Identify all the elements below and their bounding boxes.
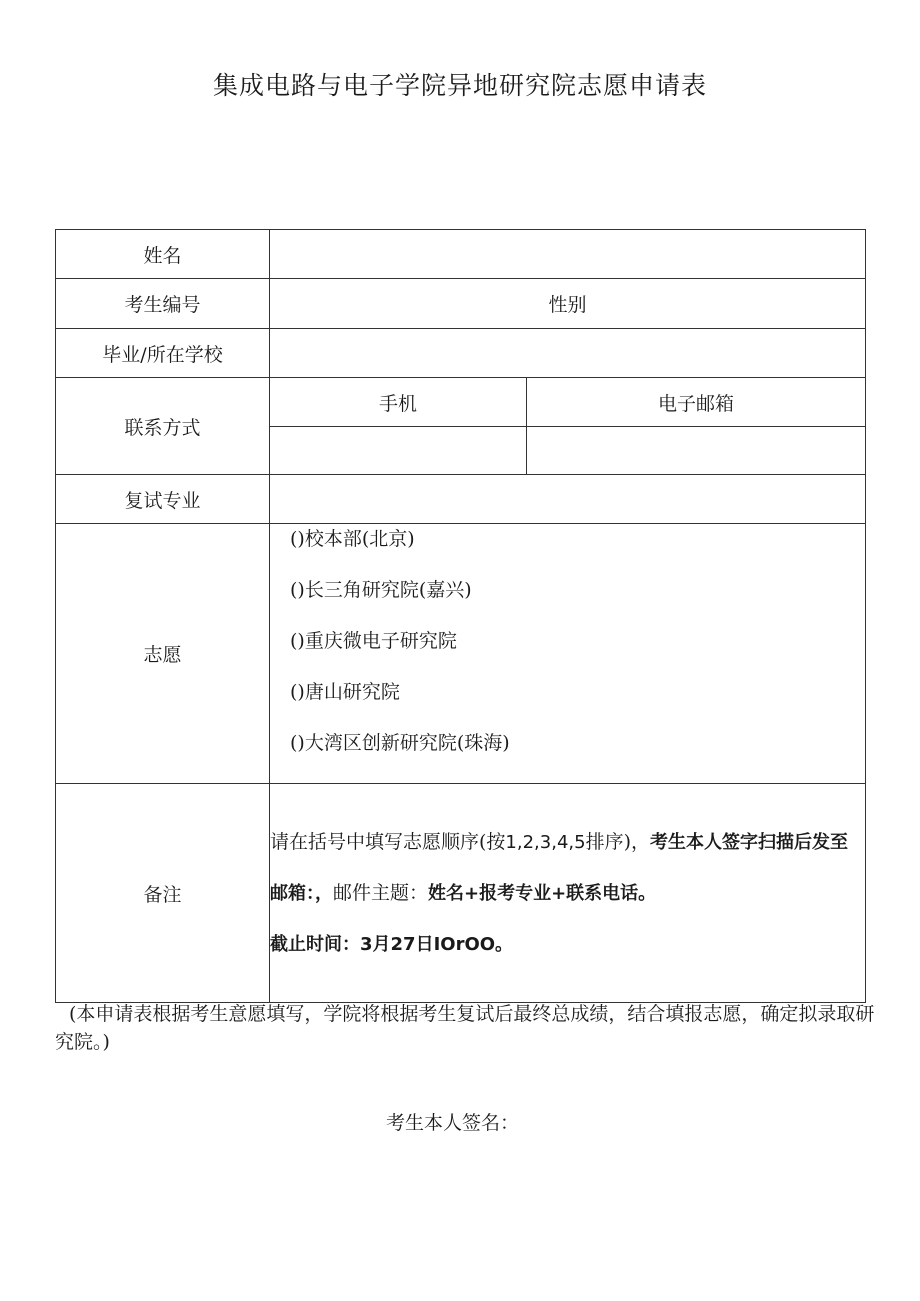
name-field[interactable] <box>270 230 866 279</box>
choice-item[interactable]: ()长三角研究院(嘉兴) <box>290 579 472 601</box>
row-candidate-no <box>56 279 866 329</box>
row-name <box>56 230 866 279</box>
name-label: 姓名 <box>56 230 270 279</box>
remark-order: 1,2,3,4,5 <box>505 831 586 853</box>
remark-email-instruction: 考生本人签字扫描后发至邮箱：， <box>270 831 848 904</box>
row-contact-headers <box>56 378 866 427</box>
contact-label: 联系方式 <box>56 378 270 475</box>
choice-item[interactable]: ()重庆微电子研究院 <box>290 630 457 652</box>
remark-part: 请在括号中填写志愿顺序(按 <box>270 830 506 853</box>
form-note: (本申请表根据考生意愿填写，学院将根据考生复试后最终总成绩，结合填报志愿，确定拟录取研究院。) <box>55 1003 875 1053</box>
major-field[interactable] <box>270 475 866 524</box>
remark-subject-format: 姓名+报考专业+联系电话。 <box>428 882 657 904</box>
remark-part: 排序)， <box>585 830 650 853</box>
choice-item[interactable]: ()唐山研究院 <box>290 681 400 703</box>
school-field[interactable] <box>270 329 866 378</box>
email-field[interactable] <box>527 427 866 475</box>
choice-item[interactable]: ()大湾区创新研究院(珠海) <box>290 732 510 754</box>
row-remark <box>56 784 866 1003</box>
remark-deadline: 截止时间：3月27日IOrOO。 <box>270 933 514 955</box>
phone-field[interactable] <box>270 427 527 475</box>
form-title: 集成电路与电子学院异地研究院志愿申请表 <box>212 71 707 100</box>
choice-item[interactable]: ()校本部(北京) <box>290 528 415 550</box>
email-label: 电子邮箱 <box>527 378 866 427</box>
signature-label: 考生本人签名： <box>386 1112 520 1134</box>
remark-text <box>270 784 866 1003</box>
major-label: 复试专业 <box>56 475 270 524</box>
candidate-no-label: 考生编号 <box>56 279 270 329</box>
choice-list <box>270 524 866 784</box>
gender-label: 性别 <box>270 279 866 329</box>
phone-label: 手机 <box>270 378 527 427</box>
choice-label: 志愿 <box>56 524 270 784</box>
application-form-table <box>55 229 866 1003</box>
school-label: 毕业/所在学校 <box>56 329 270 378</box>
row-school <box>56 329 866 378</box>
remark-label: 备注 <box>56 784 270 1003</box>
row-choices <box>56 524 866 784</box>
remark-part: 邮件主题： <box>333 881 429 904</box>
row-major <box>56 475 866 524</box>
